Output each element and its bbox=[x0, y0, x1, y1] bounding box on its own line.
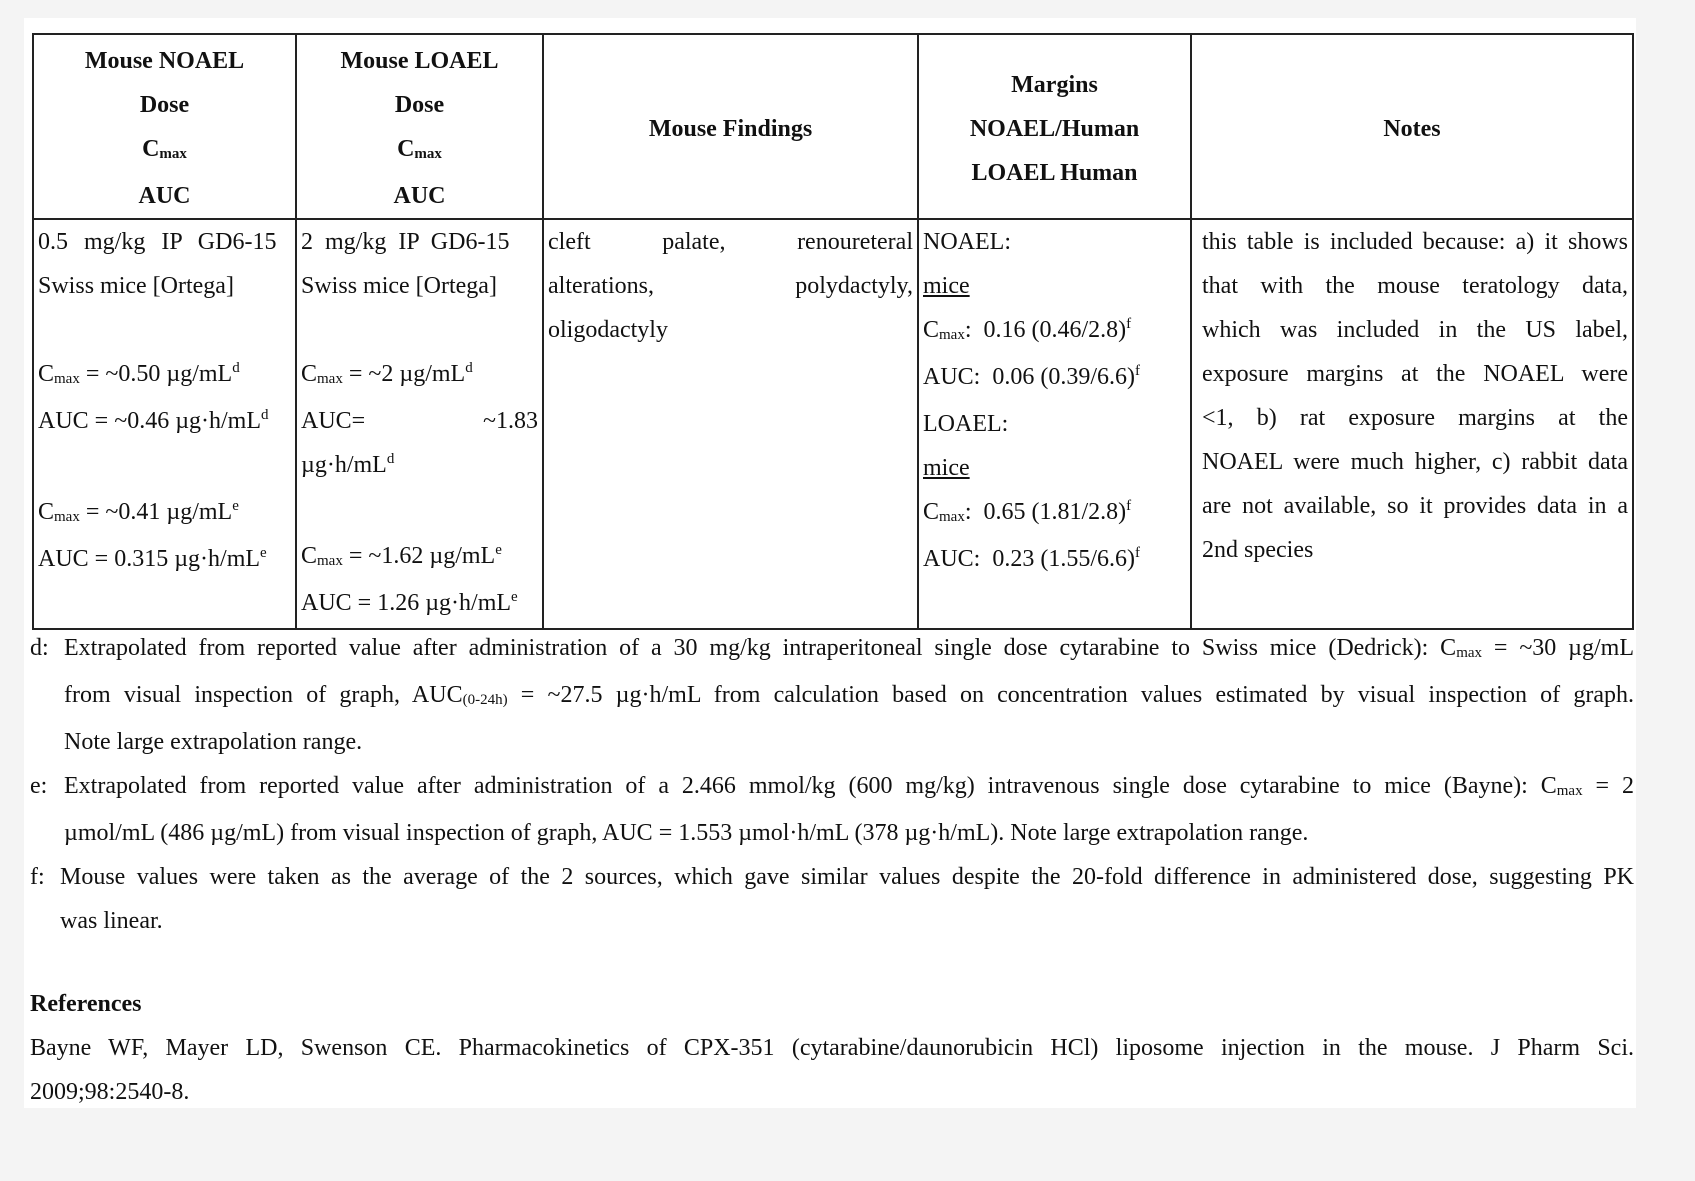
header-mouse-findings: Mouse Findings bbox=[543, 34, 918, 219]
margins-noael-cmax: Cmax: 0.16 $(0.46/2.8)^f$ bbox=[923, 316, 1132, 343]
noael-dose-line-1: 0.5 mg/kg IP GD6-15 bbox=[38, 229, 277, 255]
margins-noael-label: NOAEL: bbox=[923, 229, 1011, 255]
exposure-margin-table bbox=[32, 33, 1634, 630]
footnote-e: e: Extrapolated from reported value after administration of a 2.466 mmol/kg (600 mg/kg) intravenous single dose cytarabine to mice (Bayne): Cmax = 2 µmol/mL (486 µg/mL) from visual inspection of graph, AUC = 1.553 µmol·h/mL (378 µg·h/mL). Note large extrapolation range. bbox=[30, 764, 1634, 855]
notes-line: NOAEL were much higher, c) rabbit data bbox=[1202, 449, 1628, 475]
margins-loael-auc: AUC: 0.23 $(1.55/6.6)^f$ bbox=[923, 545, 1140, 572]
notes-line: exposure margins at the NOAEL were bbox=[1202, 361, 1628, 387]
cell-findings bbox=[543, 219, 918, 629]
margins-loael-label: LOAEL: bbox=[923, 411, 1009, 437]
reference-entry-cont: 2009;98:2540-8. bbox=[30, 1079, 190, 1105]
findings-line-3: oligodactyly bbox=[548, 317, 668, 343]
footnote-mark: e: bbox=[30, 773, 48, 799]
notes-line: which was included in the US label, bbox=[1202, 317, 1628, 343]
loael-cmax-e: Cmax = ~1.62 $\mu g/mL^e$ bbox=[301, 542, 502, 569]
findings-line-2: alterations, polydactyly, bbox=[548, 273, 913, 299]
footnote-mark: d: bbox=[30, 635, 49, 661]
loael-dose-line-1: 2 mg/kg IP GD6-15 bbox=[301, 229, 510, 255]
loael-auc-d-unit: $\mu g\cdot h/mL^d$ bbox=[301, 451, 395, 478]
loael-dose-line-2: Swiss mice [Ortega] bbox=[301, 273, 497, 299]
footnote-d: d: Extrapolated from reported value after administration of a 30 mg/kg intraperitoneal single dose cytarabine to Swiss mice (Dedrick): Cmax = ~30 µg/mL from visual inspection of graph, AUC(0-24h) = ~27.5 µg·h/mL from calculation based on concentration values estimated by visual inspection of graph. Note large extrapolation range. bbox=[30, 626, 1634, 764]
noael-cmax-e: Cmax = ~0.41 $\mu g/mL^e$ bbox=[38, 498, 239, 525]
cell-loael bbox=[296, 219, 543, 629]
loael-auc-d: AUC= ~1.83 bbox=[301, 408, 538, 434]
table-header-row bbox=[33, 34, 1633, 219]
reference-entry: Bayne WF, Mayer LD, Swenson CE. Pharmacokinetics of CPX-351 (cytarabine/daunorubicin HCl) liposome injection in the mouse. J Pharm Sci. bbox=[30, 1035, 1634, 1061]
noael-auc-e: AUC = 0.315 $\mu g\cdot h/mL^e$ bbox=[38, 545, 267, 572]
noael-dose-line-2: Swiss mice [Ortega] bbox=[38, 273, 234, 299]
margins-noael-species: mice bbox=[923, 273, 970, 299]
notes-line: this table is included because: a) it shows bbox=[1202, 229, 1628, 255]
noael-cmax-d: Cmax = ~0.50 $\mu g/mL^d$ bbox=[38, 360, 240, 387]
header-mouse-noael: Mouse NOAEL Dose Cmax AUC bbox=[33, 34, 296, 219]
findings-line-1: cleft palate, renoureteral bbox=[548, 229, 913, 255]
loael-auc-e: AUC = 1.26 $\mu g\cdot h/mL^e$ bbox=[301, 589, 518, 616]
table-row bbox=[33, 219, 1633, 629]
margins-noael-auc: AUC: 0.06 $(0.39/6.6)^f$ bbox=[923, 363, 1140, 390]
cell-margins bbox=[918, 219, 1191, 629]
footnote-mark: f: bbox=[30, 864, 45, 890]
loael-cmax-d: Cmax = ~2 $\mu g/mL^d$ bbox=[301, 360, 473, 387]
noael-auc-d: AUC = ~0.46 $\mu g\cdot h/mL^d$ bbox=[38, 407, 269, 434]
margins-loael-cmax: Cmax: 0.65 $(1.81/2.8)^f$ bbox=[923, 498, 1132, 525]
notes-line: 2nd species bbox=[1202, 537, 1314, 563]
footnotes bbox=[30, 626, 1634, 943]
notes-line: are not available, so it provides data in a bbox=[1202, 493, 1628, 519]
cell-noael bbox=[33, 219, 296, 629]
notes-line: that with the mouse teratology data, bbox=[1202, 273, 1628, 299]
references-section bbox=[30, 982, 1634, 1114]
margins-loael-species: mice bbox=[923, 455, 970, 481]
header-margins: Margins NOAEL/Human LOAEL Human bbox=[918, 34, 1191, 219]
footnote-f: f: Mouse values were taken as the average of the 2 sources, which gave similar values despite the 20-fold difference in administered dose, suggesting PK was linear. bbox=[30, 855, 1634, 943]
header-mouse-loael: Mouse LOAEL Dose Cmax AUC bbox=[296, 34, 543, 219]
cell-notes bbox=[1191, 219, 1633, 629]
references-title: References bbox=[30, 991, 142, 1017]
notes-line: <1, b) rat exposure margins at the bbox=[1202, 405, 1628, 431]
header-notes: Notes bbox=[1191, 34, 1633, 219]
